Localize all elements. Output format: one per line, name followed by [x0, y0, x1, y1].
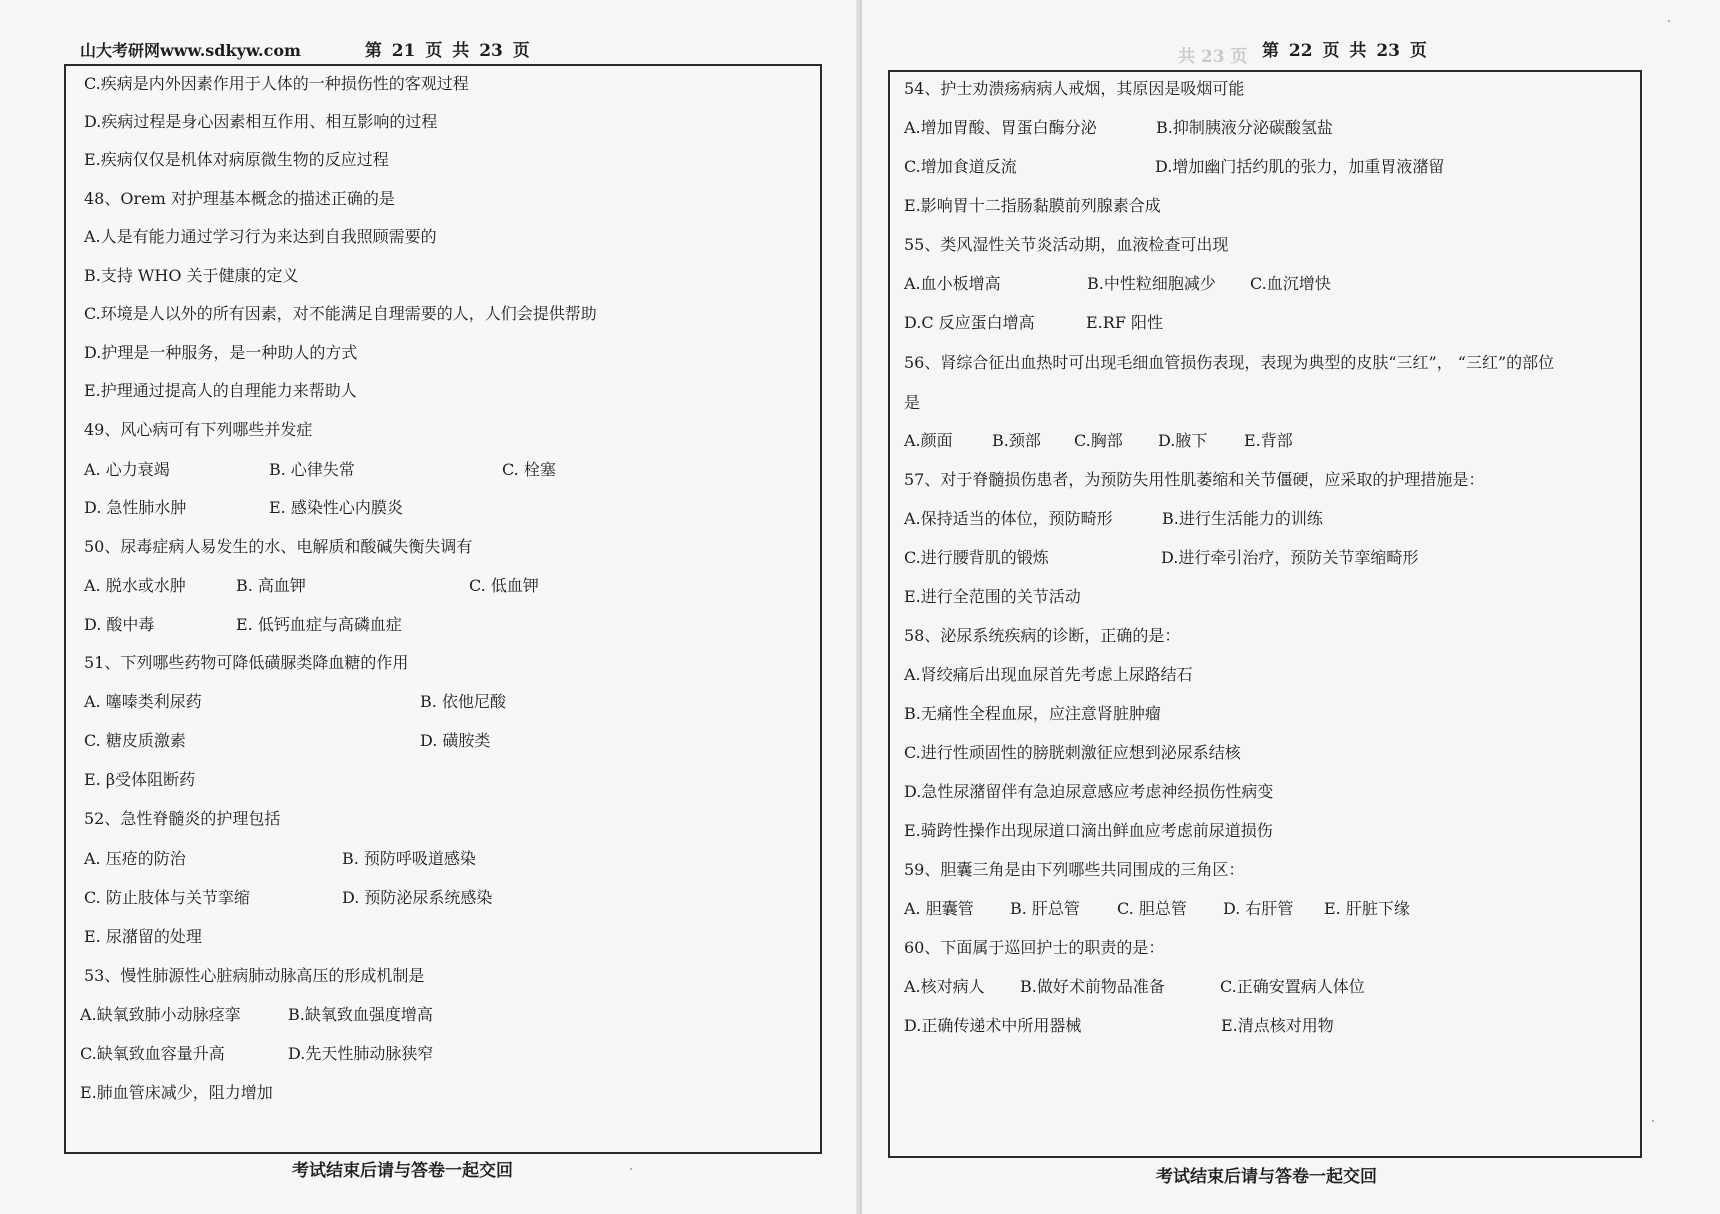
question-frame	[888, 70, 1642, 1158]
question-stem: 51、下列哪些药物可降低磺脲类降血糖的作用	[84, 653, 409, 672]
option-text: C. 防止肢体与关节挛缩	[84, 888, 250, 907]
option-text: C. 胆总管	[1117, 899, 1187, 918]
option-text: C. 糖皮质激素	[84, 731, 186, 750]
page-number: 第 22 页 共 23 页	[1262, 41, 1427, 61]
option-row	[904, 273, 1624, 295]
option-row	[904, 547, 1624, 569]
option-text: A. 压疮的防治	[84, 849, 186, 868]
option-text: D.先天性肺动脉狭窄	[288, 1044, 434, 1063]
option-row	[80, 1043, 800, 1065]
option-text: E. 肝脏下缘	[1324, 899, 1410, 918]
option-row	[84, 730, 804, 752]
site-watermark: 山大考研网www.sdkyw.com	[80, 41, 301, 60]
option-text: B.颈部	[992, 431, 1041, 450]
question-stem: 50、尿毒症病人易发生的水、电解质和酸碱失衡失调有	[84, 537, 473, 556]
question-stem: 48、Orem 对护理基本概念的描述正确的是	[84, 189, 395, 208]
option-text: D. 磺胺类	[420, 731, 491, 750]
option-row	[84, 614, 804, 636]
option-text: A.人是有能力通过学习行为来达到自我照顾需要的	[84, 227, 437, 246]
option-text: D.进行牵引治疗，预防关节挛缩畸形	[1161, 548, 1419, 567]
bleed-through-text: 共 23 页	[1178, 47, 1248, 67]
option-text: D. 急性肺水肿	[84, 498, 187, 517]
option-text: B. 依他尼酸	[420, 692, 506, 711]
option-text: B. 高血钾	[236, 576, 306, 595]
option-row	[904, 117, 1624, 139]
option-text: D. 酸中毒	[84, 615, 155, 634]
option-text: D.疾病过程是身心因素相互作用、相互影响的过程	[84, 112, 438, 131]
option-text: D.腋下	[1158, 431, 1208, 450]
option-text: E.疾病仅仅是机体对病原微生物的反应过程	[84, 150, 389, 169]
question-stem: 60、下面属于巡回护士的职责的是：	[904, 938, 1165, 957]
option-text: A. 心力衰竭	[84, 460, 170, 479]
option-text: C. 栓塞	[502, 460, 556, 479]
option-text: B.抑制胰液分泌碳酸氢盐	[1156, 118, 1333, 137]
option-text: C.进行性顽固性的膀胱刺激征应想到泌尿系结核	[904, 743, 1241, 762]
option-text: C.缺氧致血容量升高	[80, 1044, 225, 1063]
option-text: E.护理通过提高人的自理能力来帮助人	[84, 381, 357, 400]
option-text: D.护理是一种服务，是一种助人的方式	[84, 343, 358, 362]
option-text: E. 低钙血症与高磷血症	[236, 615, 402, 634]
question-stem: 58、泌尿系统疾病的诊断，正确的是：	[904, 626, 1181, 645]
option-text: A.血小板增高	[904, 274, 1001, 293]
question-stem-continued: 是	[904, 393, 921, 412]
question-stem: 52、急性脊髓炎的护理包括	[84, 809, 281, 828]
option-text: B.进行生活能力的训练	[1162, 509, 1323, 528]
option-text: E. 感染性心内膜炎	[269, 498, 403, 517]
question-stem: 49、风心病可有下列哪些并发症	[84, 420, 313, 439]
option-text: D.急性尿潴留伴有急迫尿意感应考虑神经损伤性病变	[904, 782, 1274, 801]
scan-speck	[630, 1168, 632, 1170]
option-text: E.RF 阳性	[1086, 313, 1164, 332]
option-text: A.核对病人	[904, 977, 985, 996]
option-text: D. 预防泌尿系统感染	[342, 888, 493, 907]
option-text: A. 噻嗪类利尿药	[84, 692, 202, 711]
option-row	[904, 508, 1624, 530]
option-text: E.背部	[1244, 431, 1293, 450]
option-text: B. 肝总管	[1010, 899, 1080, 918]
question-stem: 57、对于脊髓损伤患者，为预防失用性肌萎缩和关节僵硬，应采取的护理措施是：	[904, 470, 1485, 489]
option-row	[904, 156, 1624, 178]
option-text: E.影响胃十二指肠黏膜前列腺素合成	[904, 196, 1161, 215]
option-row	[80, 1004, 800, 1026]
option-text: D.C 反应蛋白增高	[904, 313, 1035, 332]
option-row	[84, 691, 804, 713]
page-header	[80, 36, 530, 61]
option-text: A.缺氧致肺小动脉痉挛	[80, 1005, 241, 1024]
option-row	[904, 312, 1624, 334]
question-stem: 56、肾综合征出血热时可出现毛细血管损伤表现，表现为典型的皮肤“三红”， “三红”的部位	[904, 353, 1555, 372]
option-text: B. 心律失常	[269, 460, 355, 479]
option-text: D. 右肝管	[1223, 899, 1294, 918]
option-text: A.保持适当的体位，预防畸形	[904, 509, 1113, 528]
option-text: E.肺血管床减少，阻力增加	[80, 1083, 273, 1102]
option-text: C.进行腰背肌的锻炼	[904, 548, 1049, 567]
option-text: C.正确安置病人体位	[1220, 977, 1365, 996]
question-stem: 54、护士劝溃疡病病人戒烟，其原因是吸烟可能	[904, 79, 1245, 98]
option-row	[84, 575, 804, 597]
question-stem: 53、慢性肺源性心脏病肺动脉高压的形成机制是	[84, 966, 425, 985]
option-text: B.支持 WHO 关于健康的定义	[84, 266, 299, 285]
option-row	[84, 848, 804, 870]
page-footer: 考试结束后请与答卷一起交回	[1156, 1167, 1377, 1187]
option-text: B.无痛性全程血尿，应注意肾脏肿瘤	[904, 704, 1161, 723]
option-row	[84, 887, 804, 909]
option-text: C.疾病是内外因素作用于人体的一种损伤性的客观过程	[84, 74, 469, 93]
option-text: B.缺氧致血强度增高	[288, 1005, 433, 1024]
option-text: A. 胆囊管	[904, 899, 974, 918]
option-text: E.清点核对用物	[1221, 1016, 1334, 1035]
page-footer: 考试结束后请与答卷一起交回	[292, 1161, 513, 1181]
option-text: C.环境是人以外的所有因素，对不能满足自理需要的人，人们会提供帮助	[84, 304, 597, 323]
option-row	[904, 898, 1624, 920]
page-number: 第 21 页 共 23 页	[364, 41, 530, 61]
option-text: C. 低血钾	[469, 576, 539, 595]
option-text: C.血沉增快	[1250, 274, 1331, 293]
question-stem: 59、胆囊三角是由下列哪些共同围成的三角区：	[904, 860, 1245, 879]
option-text: D.增加幽门括约肌的张力，加重胃液潴留	[1155, 157, 1445, 176]
option-text: A. 脱水或水肿	[84, 576, 186, 595]
question-frame	[64, 64, 822, 1154]
option-text: B.做好术前物品准备	[1020, 977, 1165, 996]
option-text: A.增加胃酸、胃蛋白酶分泌	[904, 118, 1097, 137]
option-row	[904, 1015, 1624, 1037]
option-text: A.肾绞痛后出现血尿首先考虑上尿路结石	[904, 665, 1193, 684]
option-row	[84, 459, 804, 481]
option-text: B. 预防呼吸道感染	[342, 849, 476, 868]
option-text: C.胸部	[1074, 431, 1123, 450]
option-text: E. β受体阻断药	[84, 770, 196, 789]
question-stem: 55、类风湿性关节炎活动期，血液检查可出现	[904, 235, 1229, 254]
option-text: E.进行全范围的关节活动	[904, 587, 1081, 606]
option-text: E. 尿潴留的处理	[84, 927, 202, 946]
page-header	[1262, 36, 1427, 61]
option-row	[904, 430, 1624, 452]
option-row	[84, 497, 804, 519]
option-text: D.正确传递术中所用器械	[904, 1016, 1082, 1035]
scan-speck	[1652, 1120, 1654, 1122]
scan-speck	[1668, 20, 1670, 22]
option-text: C.增加食道反流	[904, 157, 1017, 176]
option-row	[904, 976, 1624, 998]
option-text: B.中性粒细胞减少	[1087, 274, 1216, 293]
option-text: E.骑跨性操作出现尿道口滴出鲜血应考虑前尿道损伤	[904, 821, 1273, 840]
option-text: A.颜面	[904, 431, 953, 450]
